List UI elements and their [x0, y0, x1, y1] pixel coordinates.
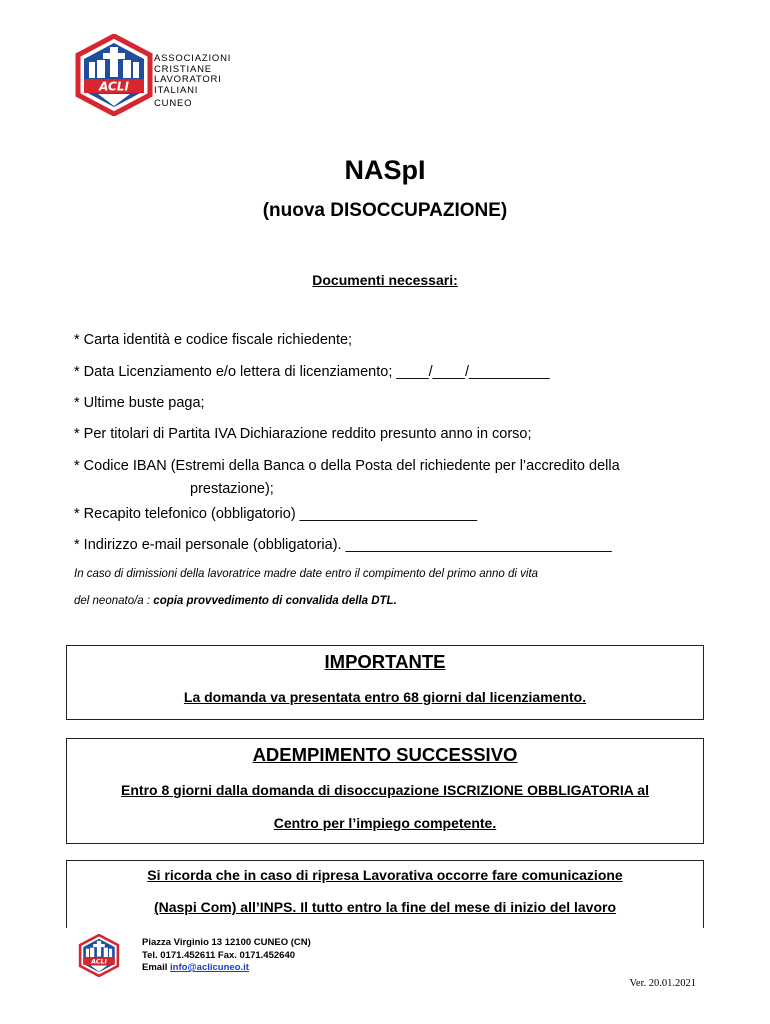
- footer-email-row: [142, 962, 311, 975]
- footer-email-link[interactable]: info@aclicuneo.it: [170, 962, 249, 973]
- org-line: ASSOCIAZIONI: [154, 53, 232, 64]
- note-prefix: del neonato/a :: [74, 595, 154, 607]
- document-item: * Per titolari di Partita IVA Dichiarazione reddito presunto anno in corso;: [74, 426, 532, 442]
- footer-address: Piazza Virginio 13 12100 CUNEO (CN): [142, 937, 311, 948]
- footer-contacts: [142, 937, 311, 975]
- document-item-continuation: prestazione);: [190, 481, 274, 497]
- document-item: * Ultime buste paga;: [74, 395, 205, 411]
- maternity-note: In caso di dimissioni della lavoratrice madre date entro il compimento del primo anno di vita: [74, 568, 539, 580]
- document-item: * Recapito telefonico (obbligatorio) ______________________: [74, 506, 478, 522]
- page-subtitle: (nuova DISOCCUPAZIONE): [262, 200, 508, 221]
- important-box: [66, 645, 704, 720]
- org-city: CUNEO: [154, 98, 193, 109]
- reminder-box: [66, 860, 704, 928]
- adempimento-line2: Centro per l’impiego competente.: [273, 815, 497, 831]
- org-line: LAVORATORI: [154, 74, 222, 85]
- adempimento-box: [66, 738, 704, 844]
- important-title: IMPORTANTE: [324, 651, 446, 672]
- documents-heading: Documenti necessari:: [312, 272, 458, 288]
- organization-name: [154, 54, 231, 110]
- note-bold: copia provvedimento di convalida della DTL.: [153, 595, 397, 607]
- document-item: * Carta identità e codice fiscale richiedente;: [74, 332, 353, 348]
- footer-acli-logo: [78, 934, 120, 977]
- acli-logo: [74, 34, 154, 116]
- reminder-line2: (Naspi Com) all’INPS. Il tutto entro la fine del mese di inizio del lavoro: [153, 899, 617, 915]
- important-text: La domanda va presentata entro 68 giorni dal licenziamento.: [183, 689, 587, 705]
- page-title: NASpI: [344, 155, 426, 185]
- org-line: ITALIANI: [154, 84, 199, 96]
- maternity-note-line2: [74, 595, 397, 607]
- adempimento-title: ADEMPIMENTO SUCCESSIVO: [252, 744, 518, 765]
- footer-logo-text: ACLI: [91, 958, 107, 966]
- org-line: CRISTIANE: [154, 63, 212, 75]
- reminder-line1: Si ricorda che in caso di ripresa Lavorativa occorre fare comunicazione: [147, 867, 623, 883]
- logo-text: ACLI: [99, 79, 129, 94]
- document-item: * Codice IBAN (Estremi della Banca o della Posta del richiedente per l’accredito della: [74, 458, 620, 474]
- footer-email-label: Email: [142, 962, 170, 973]
- document-item: * Indirizzo e-mail personale (obbligatoria). _________________________________: [74, 537, 612, 553]
- version-label: Ver. 20.01.2021: [629, 978, 696, 989]
- document-item: * Data Licenziamento e/o lettera di licenziamento; ____/____/__________: [74, 364, 550, 380]
- footer-phone: Tel. 0171.452611 Fax. 0171.452640: [142, 949, 296, 961]
- adempimento-line1: Entro 8 giorni dalla domanda di disoccupazione ISCRIZIONE OBBLIGATORIA al: [121, 782, 649, 798]
